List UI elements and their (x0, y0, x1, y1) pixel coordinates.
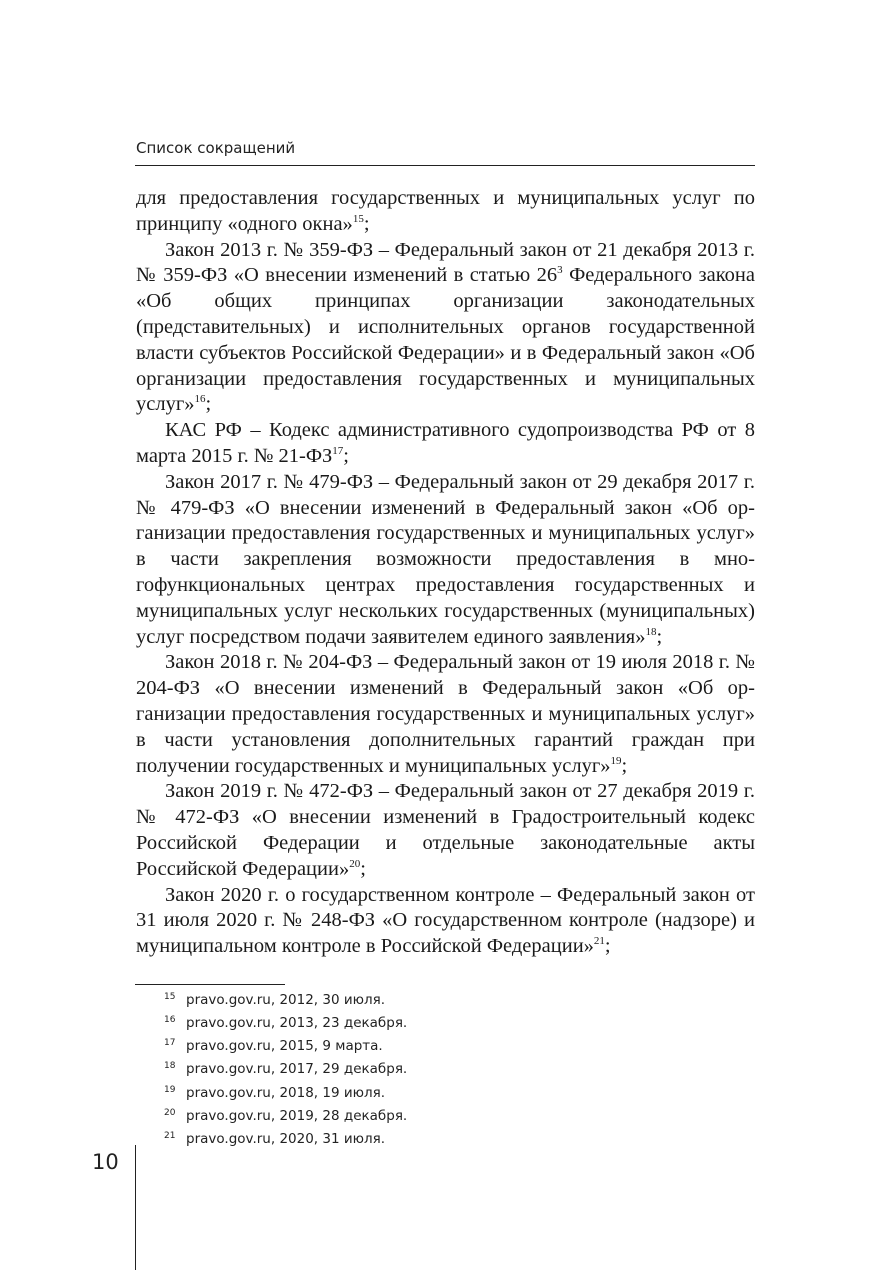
footnote-text: pravo.gov.ru, 2012, 30 июля. (186, 991, 386, 1008)
paragraph: Закон 2017 г. № 479-ФЗ – Федеральный закон от 29 декабря 2017 г. № 479-ФЗ «О внесении изменений в Федеральный закон «Об организации предоставления государственных и муниципальных услуг» в части закрепления возможности предоставления в многофункциональных центрах предоставления государственных и муниципальных услуг нескольких государственных (муниципальных) услуг посредством подачи заявителем единого заявления»$^{18}$; (136, 470, 755, 648)
footnote-number: 16 (164, 1015, 176, 1026)
page-number: 10 (92, 1150, 119, 1174)
footnote-number: 15 (164, 992, 176, 1002)
footnote-number: 18 (164, 1061, 176, 1072)
footnote-text: pravo.gov.ru, 2018, 19 июля. (186, 1084, 386, 1101)
page-number-rule (135, 1145, 136, 1270)
footnote-ref[interactable]: 20 (349, 857, 361, 870)
paragraph: Закон 2013 г. № 359-ФЗ – Федеральный закон от 21 декабря 2013 г. № 359-ФЗ «О внесении изменений в статью $26^3$ Федерального закона «Об общих принципах организации законодательных (представительных) и исполнительных органов государственной власти субъектов Российской Федерации» и в Федеральный закон «Об организации предоставления государственных и муниципальных услуг»$^{16}$; (136, 238, 755, 416)
footnote-ref[interactable]: 19 (610, 754, 622, 767)
paragraph: КАС РФ – Кодекс административного судопроизводства РФ от 8 марта 2015 г. № 21-ФЗ$^{17}$; (136, 419, 755, 467)
footnote (164, 1126, 407, 1149)
footnote (164, 1033, 407, 1056)
body-text (136, 186, 755, 960)
footnote (164, 987, 407, 1010)
footnote-ref[interactable]: 17 (332, 444, 344, 457)
footnotes (164, 987, 407, 1149)
footnote-rule (135, 984, 285, 985)
header-rule (135, 165, 755, 166)
footnote-text: pravo.gov.ru, 2019, 28 декабря. (186, 1107, 408, 1124)
superscript: 3 (557, 264, 563, 277)
footnote-text: pravo.gov.ru, 2017, 29 декабря. (186, 1061, 408, 1078)
footnote-number: 21 (164, 1130, 176, 1141)
footnote-number: 17 (164, 1038, 176, 1049)
footnote-ref[interactable]: 15 (352, 212, 364, 225)
footnote-text: pravo.gov.ru, 2013, 23 декабря. (186, 1015, 408, 1032)
running-head: Список сокращений (136, 139, 296, 157)
footnote-text: pravo.gov.ru, 2015, 9 марта. (186, 1038, 383, 1055)
footnote (164, 1103, 407, 1126)
footnote-ref[interactable]: 18 (645, 625, 657, 638)
footnote-number: 19 (164, 1084, 176, 1095)
paragraph: для предоставления государственных и муниципальных услуг по принципу «одного окна»$^{15}$; (136, 187, 755, 235)
paragraph: Закон 2018 г. № 204-ФЗ – Федеральный закон от 19 июля 2018 г. № 204-ФЗ «О внесении изменений в Федеральный закон «Об организации предоставления государственных и муниципальных услуг» в части установления дополнительных гарантий граждан при получении государственных и муниципальных услуг»$^{19}$; (136, 651, 755, 777)
paragraph: Закон 2020 г. о государственном контроле – Федеральный закон от 31 июля 2020 г. № 248-ФЗ «О государственном контроле (надзоре) и муниципальном контроле в Российской Федерации»$^{21}$; (136, 883, 755, 958)
paragraph: Закон 2019 г. № 472-ФЗ – Федеральный закон от 27 декабря 2019 г. № 472-ФЗ «О внесении изменений в Градостроительный кодекс Российской Федерации и отдельные законодательные акты Российской Федерации»$^{20}$; (136, 780, 755, 880)
footnote (164, 1010, 407, 1033)
footnote-text: pravo.gov.ru, 2020, 31 июля. (186, 1130, 386, 1147)
footnote-number: 20 (164, 1107, 176, 1118)
footnote (164, 1080, 407, 1103)
footnote-ref[interactable]: 21 (593, 934, 605, 947)
footnote (164, 1056, 407, 1079)
footnote-ref[interactable]: 16 (194, 393, 206, 406)
